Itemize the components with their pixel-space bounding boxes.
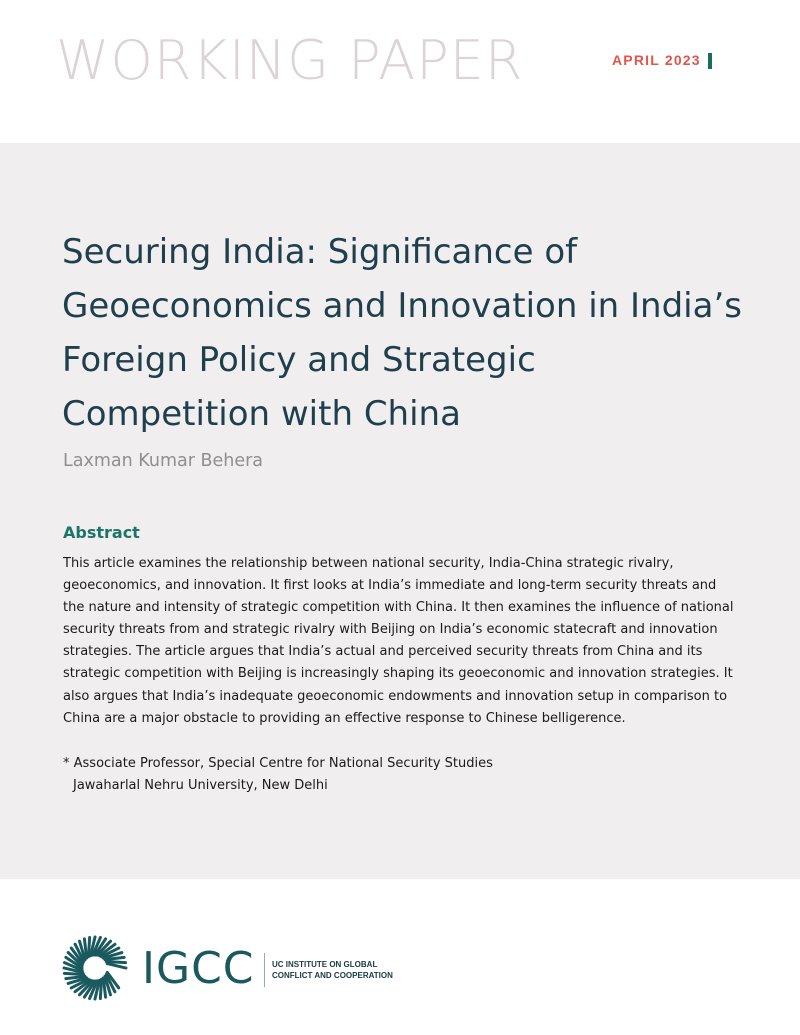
- logo-divider: [264, 953, 265, 987]
- logo-subtitle-line-2: CONFLICT AND COOPERATION: [272, 971, 393, 980]
- igcc-ring-logo-icon: [62, 935, 128, 1001]
- document-type-label: WORKING PAPER: [56, 29, 524, 92]
- author-affiliation: [63, 753, 493, 797]
- abstract-heading: Abstract: [63, 523, 140, 542]
- page-header: [0, 0, 800, 143]
- logo-wordmark: IGCC: [142, 943, 255, 994]
- logo-subtitle: [272, 959, 393, 981]
- logo-ray: [107, 964, 126, 968]
- paper-title: Securing India: Significance of Geoeconomics and Innovation in India’s Foreign Policy and Strategic Competition with China: [62, 232, 742, 434]
- affiliation-line-1: * Associate Professor, Special Centre for National Security Studies: [63, 756, 493, 771]
- date-accent-bar: [708, 53, 712, 69]
- affiliation-line-2: Jawaharlal Nehru University, New Delhi: [73, 778, 328, 793]
- publication-date: APRIL 2023: [612, 52, 701, 68]
- author-name: Laxman Kumar Behera: [63, 451, 264, 471]
- abstract-text: This article examines the relationship between national security, India-China strategic rivalry, geoeconomics, and innovation. It first looks at India’s immediate and long-term security threats and the nature and intensity of strategic competition with China. It then examines the influence of national security threats from and strategic rivalry with Beijing on India’s economic statecraft and innovation strategies. The article argues that India’s actual and perceived security threats from China and its strategic competition with Beijing is increasingly shaping its geoeconomic and innovation strategies. It also argues that India’s inadequate geoeconomic endowments and innovation setup in comparison to China are a major obstacle to providing an effective response to Chinese belligerence.: [63, 556, 734, 726]
- logo-subtitle-line-1: UC INSTITUTE ON GLOBAL: [272, 960, 378, 969]
